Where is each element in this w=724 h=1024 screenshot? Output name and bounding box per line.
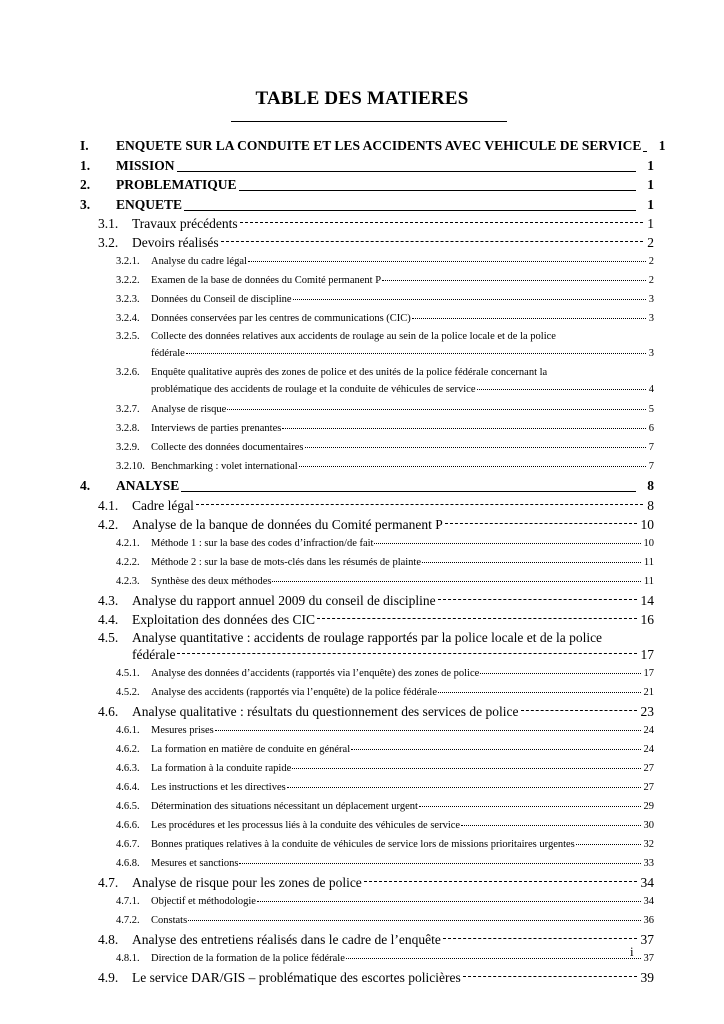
toc-entry-level-2[interactable] <box>80 214 654 233</box>
toc-entry-level-2[interactable] <box>80 610 654 629</box>
toc-entry-level-2[interactable] <box>80 591 654 610</box>
toc-entry-title: Analyse de risque pour les zones de police <box>132 874 362 890</box>
toc-entry-title: Les instructions et les directives <box>151 781 286 793</box>
toc-leader <box>643 151 647 152</box>
toc-entry-title-continued: fédérale <box>151 348 185 359</box>
toc-leader <box>461 825 640 826</box>
toc-entry-number: 4.4. <box>98 611 119 627</box>
toc-entry-level-1[interactable] <box>80 175 654 195</box>
toc-entry-level-3[interactable] <box>80 778 654 797</box>
toc-leader <box>305 447 646 448</box>
toc-entry-page: 4 <box>648 384 654 395</box>
toc-entry-title: Analyse de risque <box>151 404 227 415</box>
toc-entry-page: 21 <box>643 686 654 698</box>
toc-entry-level-3[interactable] <box>80 572 654 591</box>
toc-entry-page: 5 <box>648 404 654 415</box>
toc-entry-number: 4.6.2. <box>116 743 140 755</box>
toc-entry-number: 4.7.2. <box>116 914 140 926</box>
toc-entry-level-2[interactable] <box>80 496 654 515</box>
toc-leader <box>438 692 641 693</box>
toc-entry-page: 1 <box>658 138 666 153</box>
toc-leader <box>188 920 640 921</box>
toc-entry-level-3[interactable] <box>80 419 654 438</box>
toc-entry-number: 4.7. <box>98 874 119 890</box>
toc-entry-number: 4. <box>80 478 91 493</box>
toc-entry-page: 3 <box>648 294 654 305</box>
toc-entry-number: 3.2.3. <box>116 294 140 305</box>
toc-entry-page: 3 <box>648 348 654 359</box>
toc-entry-title: MISSION <box>116 157 175 173</box>
toc-entry-title: Objectif et méthodologie <box>151 895 256 907</box>
toc-entry-level-2[interactable] <box>80 515 654 534</box>
toc-entry-page: 30 <box>643 819 654 831</box>
toc-leader <box>293 299 646 300</box>
toc-leader <box>257 901 641 902</box>
toc-entry-title: Examen de la base de données du Comité permanent P <box>151 275 382 286</box>
toc-entry-page: 6 <box>648 423 654 434</box>
toc-entry-title: Direction de la formation de la police fédérale <box>151 952 345 964</box>
toc-entry-title: Données du Conseil de discipline <box>151 294 292 305</box>
toc-entry-number: 3.1. <box>98 216 119 231</box>
toc-leader <box>287 787 641 788</box>
toc-leader <box>221 241 644 242</box>
toc-entry-page: 34 <box>640 874 654 890</box>
toc-entry-number: 2. <box>80 177 91 192</box>
toc-entry-level-3[interactable] <box>80 759 654 778</box>
toc-leader <box>282 428 645 429</box>
toc-entry-level-3[interactable] <box>80 683 654 702</box>
toc-entry-title: Analyse quantitative : accidents de roulage rapportés par la police locale et de la police <box>132 629 603 645</box>
toc-entry-level-3[interactable] <box>80 400 654 419</box>
toc-entry-title: Données conservées par les centres de communications (CIC) <box>151 313 411 324</box>
toc-entry-number: 4.2.3. <box>116 575 140 587</box>
toc-entry-page: 7 <box>648 442 654 453</box>
toc-entry-page: 1 <box>647 157 654 173</box>
toc-entry-number: 3.2.8. <box>116 423 140 434</box>
toc-leader <box>184 210 636 211</box>
toc-entry-number: 4.7.1. <box>116 895 140 907</box>
toc-leader <box>299 466 646 467</box>
toc-entry-level-3[interactable] <box>80 949 654 968</box>
toc-entry-title: Mesures prises <box>151 724 214 736</box>
toc-entry-number: 4.8.1. <box>116 952 140 964</box>
toc-entry-page: 14 <box>640 592 654 608</box>
toc-leader <box>346 958 641 959</box>
toc-entry-number: 4.9. <box>98 969 119 985</box>
toc-entry-level-3[interactable] <box>80 835 654 854</box>
toc-entry-number: 3.2.7. <box>116 404 140 415</box>
toc-entry-title: Analyse du cadre légal <box>151 256 247 267</box>
toc-leader <box>181 491 636 492</box>
toc-entry-title: Collecte des données documentaires <box>151 442 304 453</box>
toc-leader <box>576 844 641 845</box>
toc-entry-page: 32 <box>643 838 654 850</box>
page-number: i <box>630 944 634 959</box>
toc-entry-level-2[interactable] <box>80 930 654 949</box>
title-underline <box>231 121 507 122</box>
toc-entry-title: Benchmarking : volet international <box>151 461 298 472</box>
toc-leader <box>351 749 640 750</box>
toc-entry-page: 7 <box>648 461 654 472</box>
toc-entry-page: 1 <box>647 216 654 231</box>
toc-leader <box>215 730 641 731</box>
toc-entry-title: Méthode 1 : sur la base des codes d’infraction/de fait <box>151 537 374 549</box>
toc-entry-number: 3.2.6. <box>116 367 140 378</box>
toc-entry-level-1[interactable] <box>80 156 654 176</box>
toc-entry-title: Exploitation des données des CIC <box>132 611 315 627</box>
toc-leader <box>248 261 646 262</box>
toc-leader <box>438 599 637 600</box>
toc-entry-page: 17 <box>643 667 654 679</box>
toc-entry-title-continued: problématique des accidents de roulage et la conduite de véhicules de service <box>151 384 476 395</box>
toc-entry-title: Analyse qualitative : résultats du questionnement des services de police <box>132 703 519 719</box>
toc-entry-level-3[interactable] <box>80 252 654 271</box>
toc-entry-number: 4.6.3. <box>116 762 140 774</box>
toc-leader <box>292 768 640 769</box>
toc-entry-level-3[interactable] <box>80 664 654 683</box>
toc-entry-title: Analyse des accidents (rapportés via l’enquête) de la police fédérale <box>151 686 437 698</box>
page-title: TABLE DES MATIERES <box>255 88 469 109</box>
toc-entry-number: 4.2. <box>98 516 119 532</box>
toc-entry-page: 8 <box>647 478 654 493</box>
toc-entry-page: 2 <box>648 275 654 286</box>
toc-entry-page: 27 <box>643 762 654 774</box>
toc-entry-page: 29 <box>643 800 654 812</box>
toc-entry-title: Travaux précédents <box>132 216 238 231</box>
toc-entry-level-2[interactable] <box>80 873 654 892</box>
toc-leader <box>374 543 640 544</box>
toc-entry-page: 2 <box>647 235 654 250</box>
toc-leader <box>412 318 646 319</box>
toc-entry-number: 4.2.1. <box>116 537 140 549</box>
toc-entry-number: 3.2.10. <box>116 461 145 472</box>
toc-entry-title: Les procédures et les processus liés à la conduite des véhicules de service <box>151 819 461 831</box>
toc-entry-level-3[interactable] <box>80 816 654 835</box>
toc-entry-title: ANALYSE <box>116 478 180 493</box>
toc-entry-number: 4.1. <box>98 497 119 513</box>
toc-entry-title: La formation à la conduite rapide <box>151 762 292 774</box>
toc-entry-page: 10 <box>640 516 654 532</box>
toc-entry-level-3[interactable] <box>80 457 654 476</box>
toc-entry-title: Méthode 2 : sur la base de mots-clés dans les résumés de plainte <box>151 556 422 568</box>
toc-entry-number: 4.6.5. <box>116 800 140 812</box>
toc-leader <box>477 389 646 390</box>
toc-entry-number: 4.5. <box>98 629 119 645</box>
toc-entry-level-1[interactable] <box>80 195 654 215</box>
toc-entry-page: 8 <box>647 497 654 513</box>
toc-entry-page: 11 <box>643 556 654 568</box>
toc-entry-title: ENQUETE SUR LA CONDUITE ET LES ACCIDENTS AVEC VEHICULE DE SERVICE <box>116 138 642 153</box>
toc-entry-page: 36 <box>643 914 654 926</box>
toc-leader <box>419 806 641 807</box>
toc-entry-level-2[interactable] <box>80 233 654 252</box>
toc-leader <box>196 504 643 505</box>
toc-entry-title: Interviews de parties prenantes <box>151 423 282 434</box>
toc-leader <box>272 581 640 582</box>
toc-entry-level-3[interactable] <box>80 553 654 572</box>
toc-entry-page: 23 <box>640 703 654 719</box>
toc-entry-level-3[interactable] <box>80 290 654 309</box>
toc-leader <box>227 409 646 410</box>
toc-entry-title: Devoirs réalisés <box>132 235 219 250</box>
toc-entry-level-1[interactable] <box>80 136 666 156</box>
toc-entry-number: 4.2.2. <box>116 556 140 568</box>
toc-entry-title: ENQUETE <box>116 196 183 212</box>
toc-leader <box>317 618 637 619</box>
toc-entry-page: 3 <box>648 313 654 324</box>
toc-entry-page: 1 <box>647 196 654 212</box>
toc-entry-page: 37 <box>643 952 654 964</box>
toc-entry-page: 11 <box>643 575 654 587</box>
toc-entry-number: 3. <box>80 196 91 212</box>
toc-entry-level-3[interactable] <box>80 534 654 553</box>
toc-entry-title: Constats <box>151 914 188 926</box>
toc-entry-title: Collecte des données relatives aux accidents de roulage au sein de la police locale et de la police <box>151 331 556 342</box>
toc-entry-title: PROBLEMATIQUE <box>116 177 237 192</box>
toc-entry-number: 4.3. <box>98 592 119 608</box>
toc-entry-page: 24 <box>643 724 654 736</box>
toc-entry-number: 4.5.2. <box>116 686 140 698</box>
toc-entry-title: Détermination des situations nécessitant un déplacement urgent <box>151 800 418 812</box>
toc-entry-title: La formation en matière de conduite en général <box>151 743 351 755</box>
toc-entry-number: 4.6.8. <box>116 857 140 869</box>
toc-leader <box>480 673 640 674</box>
toc-entry-number: 3.2.9. <box>116 442 140 453</box>
toc-leader <box>186 353 646 354</box>
toc-entry-title: Mesures et sanctions <box>151 857 239 869</box>
toc-entry-title: Bonnes pratiques relatives à la conduite de véhicules de service lors de missions prioritaires urgentes <box>151 838 575 850</box>
toc-leader <box>382 280 646 281</box>
toc-entry-level-2[interactable] <box>80 968 654 987</box>
toc-leader <box>239 190 636 191</box>
toc-leader <box>177 171 636 172</box>
toc-entry-level-3[interactable] <box>80 364 654 398</box>
toc-entry-number: 3.2. <box>98 235 119 250</box>
toc-entry-page: 27 <box>643 781 654 793</box>
toc-entry-level-3[interactable] <box>80 797 654 816</box>
toc-leader <box>521 710 637 711</box>
toc-entry-page: 1 <box>647 177 654 192</box>
table-of-contents <box>80 136 666 987</box>
toc-entry-number: 4.6. <box>98 703 119 719</box>
toc-entry-title: Synthèse des deux méthodes <box>151 575 272 587</box>
toc-entry-page: 37 <box>640 931 654 947</box>
toc-entry-page: 17 <box>640 646 654 662</box>
toc-entry-level-3[interactable] <box>80 438 654 457</box>
toc-entry-title: Analyse des données d’accidents (rapportés via l’enquête) des zones de police <box>151 667 480 679</box>
toc-entry-number: 4.6.1. <box>116 724 140 736</box>
toc-entry-number: 3.2.4. <box>116 313 140 324</box>
toc-entry-page: 33 <box>643 857 654 869</box>
toc-entry-title-continued: fédérale <box>132 646 176 662</box>
toc-entry-number: 3.2.2. <box>116 275 140 286</box>
toc-entry-number: 4.6.4. <box>116 781 140 793</box>
toc-entry-level-3[interactable] <box>80 328 654 362</box>
toc-leader <box>364 881 637 882</box>
toc-entry-page: 2 <box>648 256 654 267</box>
toc-entry-title: Analyse de la banque de données du Comité permanent P <box>132 516 443 532</box>
toc-entry-number: 3.2.1. <box>116 256 140 267</box>
toc-entry-number: 4.5.1. <box>116 667 140 679</box>
toc-entry-number: 4.8. <box>98 931 119 947</box>
toc-entry-page: 16 <box>640 611 654 627</box>
toc-leader <box>463 976 637 977</box>
toc-entry-title: Analyse des entretiens réalisés dans le cadre de l’enquête <box>132 931 441 947</box>
toc-entry-level-3[interactable] <box>80 911 654 930</box>
toc-leader <box>240 222 644 223</box>
toc-entry-level-3[interactable] <box>80 309 654 328</box>
toc-entry-page: 34 <box>643 895 654 907</box>
toc-entry-level-2[interactable] <box>80 629 654 663</box>
toc-entry-level-3[interactable] <box>80 892 654 911</box>
toc-entry-level-3[interactable] <box>80 854 654 873</box>
toc-entry-title: Enquête qualitative auprès des zones de police et des unités de la police fédérale concernant la <box>151 367 548 378</box>
toc-leader <box>177 653 636 654</box>
toc-leader <box>422 562 641 563</box>
toc-entry-title: Cadre légal <box>132 497 194 513</box>
toc-entry-page: 39 <box>640 969 654 985</box>
toc-entry-title: Le service DAR/GIS – problématique des escortes policières <box>132 969 461 985</box>
toc-entry-number: 4.6.7. <box>116 838 140 850</box>
toc-entry-level-3[interactable] <box>80 271 654 290</box>
toc-entry-number: 1. <box>80 157 91 173</box>
toc-entry-title: Analyse du rapport annuel 2009 du conseil de discipline <box>132 592 436 608</box>
toc-entry-number: I. <box>80 138 89 153</box>
toc-entry-number: 3.2.5. <box>116 331 140 342</box>
toc-entry-page: 24 <box>643 743 654 755</box>
toc-leader <box>239 863 640 864</box>
toc-entry-level-1[interactable] <box>80 476 654 496</box>
toc-entry-page: 10 <box>643 537 654 549</box>
toc-entry-level-3[interactable] <box>80 721 654 740</box>
toc-leader <box>443 938 637 939</box>
toc-entry-level-3[interactable] <box>80 740 654 759</box>
toc-entry-number: 4.6.6. <box>116 819 140 831</box>
toc-entry-level-2[interactable] <box>80 702 654 721</box>
toc-leader <box>445 523 637 524</box>
